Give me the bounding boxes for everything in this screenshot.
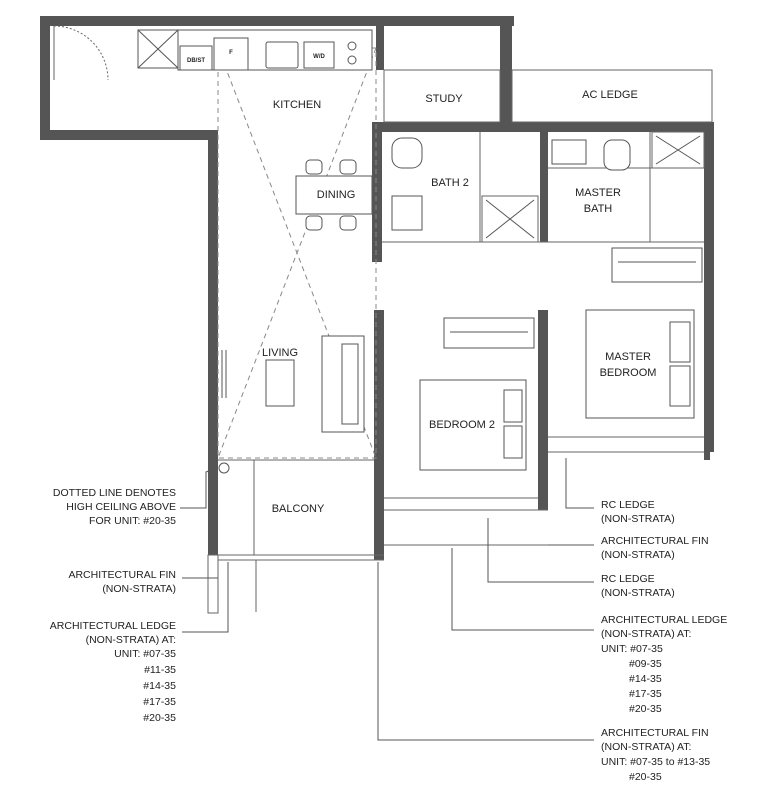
kitchen-counter [138,30,372,70]
svg-text:UNIT: #07-35: UNIT: #07-35 [114,648,176,660]
room-bedroom-2: BEDROOM 2 [428,419,496,431]
room-living: LIVING [261,347,299,359]
svg-text:UNIT: #07-35 to #13-35: UNIT: #07-35 to #13-35 [601,756,711,768]
room-master-bedroom-line1: MASTER [605,351,651,363]
svg-text:(NON-STRATA) AT:: (NON-STRATA) AT: [601,741,692,753]
svg-text:(NON-STRATA): (NON-STRATA) [601,549,675,561]
note-rc-ledge-1 [601,499,675,525]
note-arch-fin-left [68,569,176,595]
svg-text:ARCHITECTURAL FIN: ARCHITECTURAL FIN [601,727,709,739]
note-rc-ledge-2 [601,573,675,599]
svg-text:ARCHITECTURAL FIN: ARCHITECTURAL FIN [68,569,176,581]
svg-text:ARCHITECTURAL FIN: ARCHITECTURAL FIN [601,535,709,547]
master-bath-fixtures [552,136,700,170]
svg-text:(NON-STRATA): (NON-STRATA) [102,583,176,595]
svg-text:HIGH CEILING ABOVE: HIGH CEILING ABOVE [66,501,176,513]
leader-lines [180,458,594,740]
room-master-bath-line1: MASTER [575,187,621,199]
svg-text:FOR UNIT: #20-35: FOR UNIT: #20-35 [89,515,176,527]
note-arch-ledge-left [50,620,176,724]
svg-text:#20-35: #20-35 [629,771,662,783]
note-arch-fin-bottom [601,727,710,783]
note-arch-fin-right [601,535,709,561]
washer-dryer-label: W/D [313,54,325,60]
fridge-label: F [229,50,233,56]
room-study: STUDY [425,93,463,105]
svg-text:UNIT: #07-35: UNIT: #07-35 [601,643,663,655]
room-master-bath-line2: BATH [583,203,613,215]
svg-text:#17-35: #17-35 [143,696,176,708]
note-arch-ledge-right [601,614,727,715]
svg-text:#11-35: #11-35 [144,664,176,676]
svg-text:#17-35: #17-35 [629,688,662,700]
svg-text:RC LEDGE: RC LEDGE [601,499,655,511]
room-ac-ledge: AC LEDGE [582,89,638,101]
svg-text:#20-35: #20-35 [143,712,176,724]
entry-door [54,26,108,80]
svg-text:#20-35: #20-35 [629,703,662,715]
svg-text:ARCHITECTURAL LEDGE: ARCHITECTURAL LEDGE [601,614,728,626]
svg-text:(NON-STRATA): (NON-STRATA) [601,587,675,599]
note-dotted-line [53,487,176,527]
dishwasher-label: DB/ST [187,58,205,64]
svg-text:(NON-STRATA) AT:: (NON-STRATA) AT: [85,634,176,646]
svg-text:DOTTED LINE DENOTES: DOTTED LINE DENOTES [52,487,176,499]
svg-text:#14-35: #14-35 [143,680,176,692]
svg-text:RC LEDGE: RC LEDGE [601,573,655,585]
svg-text:(NON-STRATA) AT:: (NON-STRATA) AT: [601,628,692,640]
room-bath-2: BATH 2 [431,177,469,189]
svg-text:(NON-STRATA): (NON-STRATA) [601,513,675,525]
room-balcony: BALCONY [271,503,325,515]
svg-text:#14-35: #14-35 [629,673,662,685]
svg-text:ARCHITECTURAL LEDGE: ARCHITECTURAL LEDGE [49,620,176,632]
svg-text:#09-35: #09-35 [629,658,662,670]
room-dining: DINING [316,189,356,201]
room-kitchen: KITCHEN [272,99,322,111]
room-master-bedroom-line2: BEDROOM [599,367,657,379]
